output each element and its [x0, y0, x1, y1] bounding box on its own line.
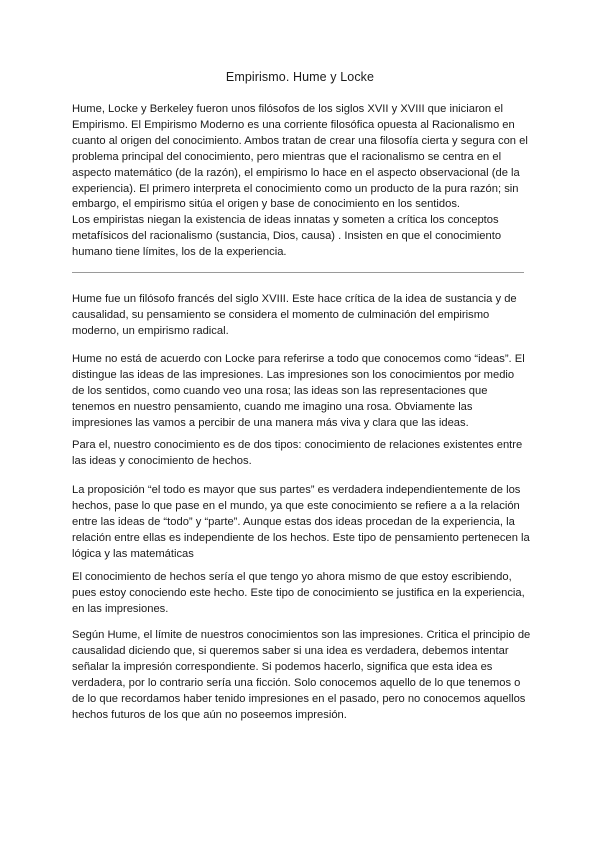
- document-title: Empirismo. Hume y Locke: [225, 70, 375, 84]
- text-line: El conocimiento de hechos sería el que tengo yo ahora mismo de que estoy escribiendo,: [72, 571, 512, 583]
- text-line: embargo, el empirismo sitúa el origen y base de conocimiento en los sentidos.: [72, 198, 461, 211]
- text-line: hechos, pase lo que pase en el mundo, ya que este conocimiento se refiere a a la relación: [72, 499, 520, 512]
- body-paragraph: [72, 352, 534, 432]
- text-line: causalidad diciendo que, si queremos saber si una idea es verdadera, debemos intentar: [72, 644, 509, 657]
- text-line: pues estoy conociendo este hecho. Este tipo de conocimiento se justifica en la experiencia,: [72, 586, 525, 599]
- text-line: señalar la impresión correspondiente. Si podemos hacerlo, significa que esta idea es: [72, 660, 493, 673]
- text-line: relación entre ellas es independiente de los hechos. Este tipo de pensamiento pertenecen la: [72, 531, 530, 544]
- text-line: experiencia). El primero interpreta el conocimiento como un producto de la pura razón; sin: [72, 182, 519, 195]
- body-paragraph: [72, 570, 534, 618]
- text-line: La proposición “el todo es mayor que sus partes” es verdadera independientemente de los: [72, 484, 521, 496]
- text-line: verdadera, por lo contrario sería una ficción. Solo conocemos aquello de lo que tenemos o: [72, 676, 521, 689]
- text-line: distingue las ideas de las impresiones. Las impresiones son los conocimientos por medio: [72, 368, 515, 381]
- text-line: en las impresiones.: [72, 602, 169, 615]
- text-line: Según Hume, el límite de nuestros conocimientos son las impresiones. Critica el principio de: [72, 629, 531, 641]
- text-line: humano tiene límites, los de la experiencia.: [72, 246, 287, 259]
- text-line: de lo que recordamos haber tenido impresiones en el pasado, pero no conocemos aquellos: [72, 692, 526, 705]
- text-line: impresiones las vamos a percibir de una manera más viva y clara que las ideas.: [72, 416, 469, 429]
- intro-paragraph: [72, 102, 534, 261]
- text-line: Hume fue un filósofo francés del siglo XVIII. Este hace crítica de la idea de sustancia y de: [72, 293, 517, 305]
- text-line: las ideas y conocimiento de hechos.: [72, 454, 252, 467]
- text-line: de los sentidos, como cuando veo una rosa; las ideas son las representaciones que: [72, 384, 488, 397]
- text-line: lógica y las matemáticas: [72, 547, 194, 560]
- text-line: aspecto matemático (de la razón), el empirismo lo hace en el aspecto observacional (de la: [72, 166, 520, 179]
- text-line: entre las ideas de “todo” y “parte”. Aunque estas dos ideas procedan de la experiencia, la: [72, 515, 515, 528]
- text-line: hechos futuros de los que aún no poseemos impresión.: [72, 708, 347, 721]
- body-paragraph: [72, 628, 534, 723]
- body-paragraph: [72, 292, 534, 340]
- text-line: Para el, nuestro conocimiento es de dos tipos: conocimiento de relaciones existentes entre: [72, 439, 523, 451]
- text-line: moderno, un empirismo radical.: [72, 324, 229, 337]
- text-line: Los empiristas niegan la existencia de ideas innatas y someten a crítica los conceptos: [72, 214, 499, 227]
- text-line: Hume no está de acuerdo con Locke para referirse a todo que conocemos como “ideas”. El: [72, 353, 525, 365]
- body-paragraph: [72, 483, 534, 563]
- body-paragraph: [72, 438, 534, 470]
- text-line: Hume, Locke y Berkeley fueron unos filósofos de los siglos XVII y XVIII que iniciaron el: [72, 103, 503, 115]
- text-line: tenemos en nuestro pensamiento, cuando me imagino una rosa. Obviamente las: [72, 400, 473, 413]
- text-line: metafísicos del racionalismo (sustancia, Dios, causa) . Insisten en que el conocimiento: [72, 230, 502, 243]
- text-line: cuanto al origen del conocimiento. Ambos tratan de crear una filosofía cierta y segura con el: [72, 134, 528, 147]
- text-line: problema principal del conocimiento, pero mientras que el racionalismo se centra en el: [72, 150, 502, 163]
- text-line: Empirismo. El Empirismo Moderno es una corriente filosófica opuesta al Racionalismo en: [72, 118, 515, 131]
- horizontal-divider: [72, 272, 524, 273]
- text-line: causalidad, su pensamiento se considera el momento de culminación del empirismo: [72, 308, 490, 321]
